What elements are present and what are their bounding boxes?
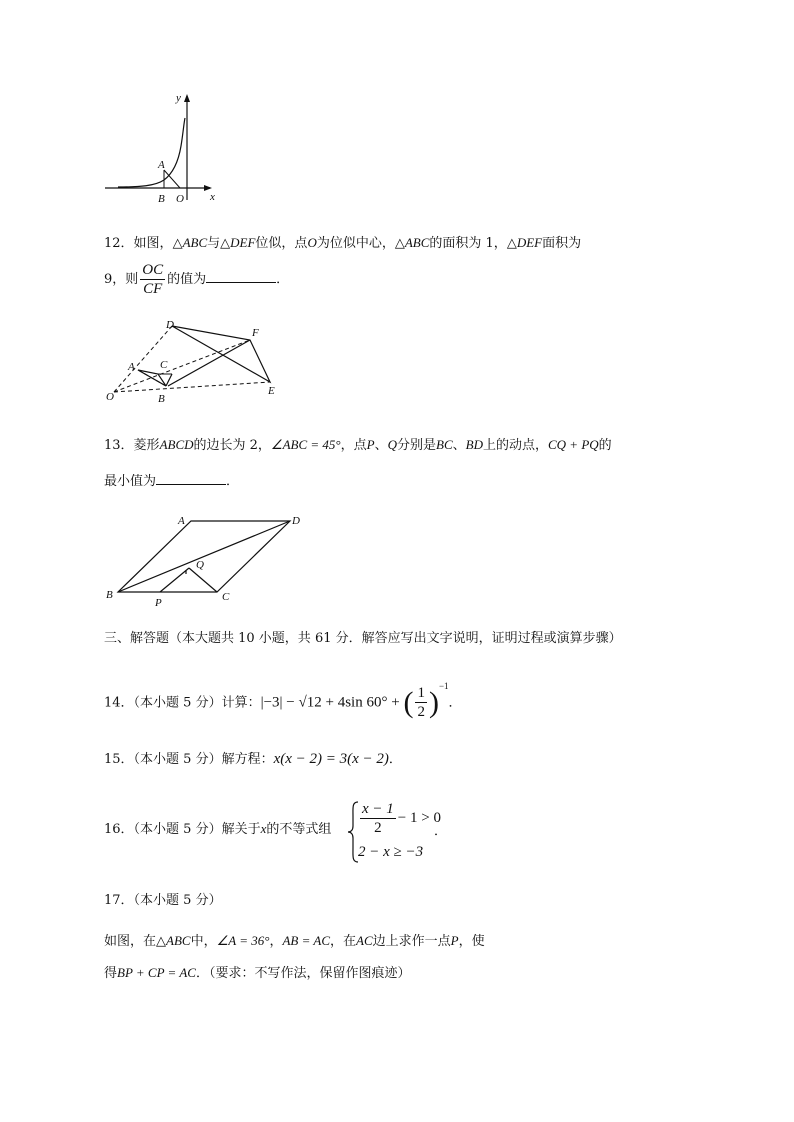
label-F: F — [252, 327, 259, 339]
label-E: E — [268, 385, 275, 397]
hyperbola-curve — [118, 118, 185, 187]
answer-blank-q13[interactable] — [156, 472, 226, 485]
label-x: x — [210, 191, 215, 203]
q15-line: 15．（本小题 5 分）解方程：x(x − 2) = 3(x − 2)． — [104, 751, 402, 767]
segment-AO — [164, 170, 180, 188]
y-axis-arrow-icon — [184, 94, 190, 102]
label-A: A — [128, 361, 135, 373]
section-3-heading: 三、解答题（本大题共 10 小题，共 61 分．解答应写出文字说明，证明过程或演算步骤） — [104, 631, 622, 646]
label-B: B — [158, 193, 165, 205]
fraction-x-minus-1-over-2: $\frac{x - 1}{2}$ — [362, 801, 394, 836]
fraction-oc-cf: $\frac{OC}{CF}$ — [142, 262, 164, 297]
label-Q: Q — [196, 559, 204, 571]
q17-label: 17．（本小题 5 分） — [104, 893, 222, 908]
segment-PQ — [160, 568, 189, 592]
q14-line: 14．（本小题 5 分）计算：|−3| − √12 + 4sin 60° + ( $\frac{1}{2}$ )$^{-1}$． — [104, 681, 462, 721]
label-C: C — [222, 591, 230, 603]
figure-homothety — [100, 318, 300, 408]
sqrt-12: √12 — [298, 694, 322, 711]
q17-line2: 得BP + CP = AC．（要求：不写作法，保留作图痕迹） — [104, 965, 411, 981]
label-O: O — [106, 391, 114, 403]
triangle-ABC — [138, 370, 166, 386]
label-C: C — [160, 359, 168, 371]
figure-rhombus — [100, 510, 320, 610]
label-B: B — [158, 393, 165, 405]
q16-label: 16．（本小题 5 分）解关于x的不等式组 — [104, 821, 332, 837]
label-y: y — [176, 92, 181, 104]
q13-line1: 13．菱形ABCD的边长为 2，∠ABC = 45°，点P、Q分别是BC、BD上的动点，CQ + PQ的 — [104, 437, 612, 453]
label-B: B — [106, 589, 113, 601]
fraction-one-half: $\frac{1}{2}$ — [417, 685, 425, 721]
q12-line1: 12．如图，△ABC与△DEF位似，点O为位似中心，△ABC的面积为 1，△DEF面积为 — [104, 235, 582, 251]
q17-line1: 如图，在△ABC中，∠A = 36°，AB = AC，在AC边上求作一点P，使 — [104, 933, 485, 949]
q13-line2: 最小值为 ． — [104, 474, 240, 489]
answer-blank-q12[interactable] — [206, 270, 276, 283]
label-D: D — [292, 515, 300, 527]
label-A: A — [158, 159, 165, 171]
figure-hyperbola — [100, 90, 230, 210]
label-O: O — [176, 193, 184, 205]
q12-line2: 9，则 $\frac{OC}{CF}$ 的值为 ． — [104, 262, 290, 297]
label-P: P — [155, 597, 162, 609]
segment-QC — [189, 568, 217, 592]
label-D: D — [166, 319, 174, 331]
label-A: A — [178, 515, 185, 527]
